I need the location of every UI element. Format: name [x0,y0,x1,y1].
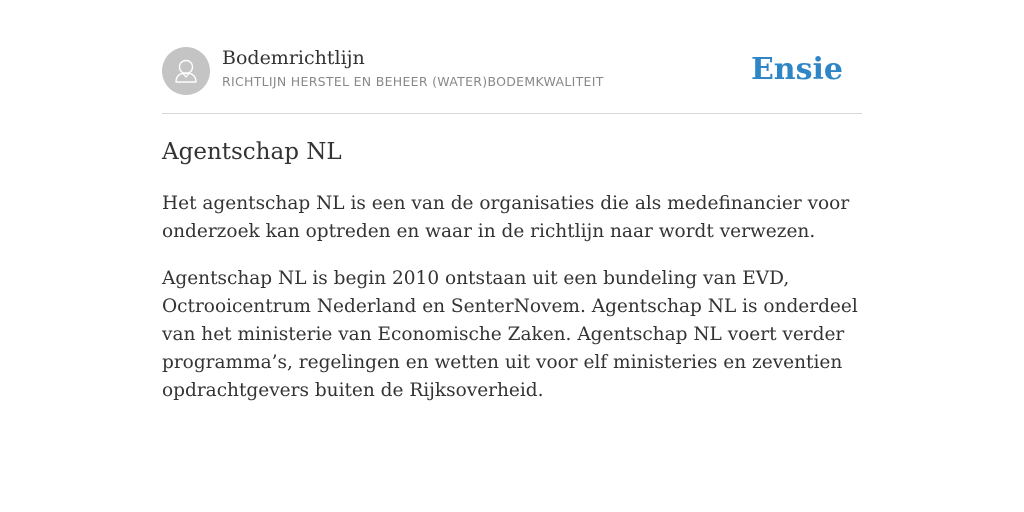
user-outline-icon [162,47,210,95]
header [162,46,862,114]
brand-logo[interactable]: Ensie [750,52,843,87]
article-paragraph: Het agentschap NL is een van de organisaties die als medefinancier voor onderzoek kan optreden en waar in de richtlijn naar wordt verwezen. [162,193,850,242]
article [162,136,862,405]
site-name[interactable]: Bodemrichtlijn [222,47,365,69]
article-paragraph: Agentschap NL is begin 2010 ontstaan uit een bundeling van EVD, Octrooicentrum Nederland en SenterNovem. Agentschap NL is onderdeel van het ministerie van Economische Zaken. Agentschap NL voert verder programma’s, regelingen en wetten uit voor elf ministeries en zeventien opdrachtgevers buiten de Rijksoverheid. [162,268,858,401]
site-subtitle: RICHTLIJN HERSTEL EN BEHEER (WATER)BODEMKWALITEIT [222,74,604,89]
page-title: Agentschap NL [162,139,342,165]
avatar[interactable] [162,47,210,95]
